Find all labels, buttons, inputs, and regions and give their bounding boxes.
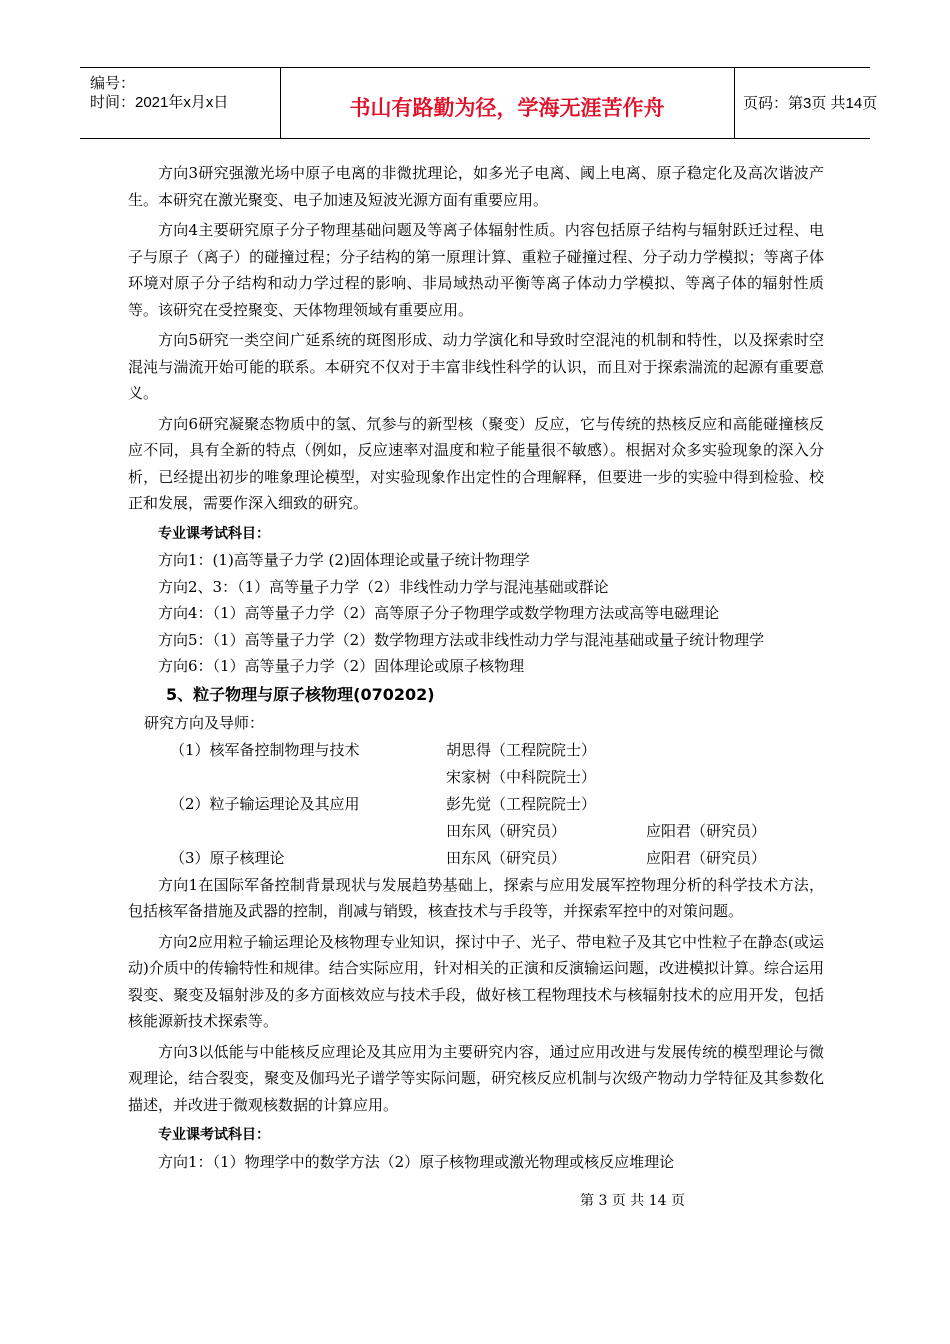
advisor-row — [128, 791, 824, 818]
paragraph: 方向3以低能与中能核反应理论及其应用为主要研究内容，通过应用改进与发展传统的模型理论与微观理论，结合裂变，聚变及伽玛光子谱学等实际问题，研究核反应机制与次级产物动力学特征及其参数化描述，并改进于微观核数据的计算应用。 — [128, 1042, 824, 1114]
page-number-label: 页码：第3页 共14页 — [743, 95, 878, 112]
exam-line: 方向4：（1）高等量子力学（2）高等原子分子物理学或数学物理方法或高等电磁理论 — [158, 604, 720, 622]
paragraph: 方向5研究一类空间广延系统的斑图形成、动力学演化和导致时空混沌的机制和特性，以及探索时空混沌与湍流开始可能的联系。本研究不仅对于丰富非线性科学的认识，而且对于探索湍流的起源有重要意义。 — [128, 331, 824, 402]
advisor-row — [128, 818, 824, 845]
page-header — [80, 67, 878, 139]
document-body — [128, 160, 824, 1175]
section-title: 5、粒子物理与原子核物理(070202) — [166, 684, 435, 704]
advisor-name: 应阳君（研究员） — [646, 821, 767, 840]
advisor-row — [128, 845, 824, 872]
advisor-name: 宋家树（中科院院士） — [446, 767, 597, 786]
paragraph: 方向2应用粒子输运理论及核物理专业知识，探讨中子、光子、带电粒子及其它中性粒子在静态(或运动)介质中的传输特性和规律。结合实际应用，针对相关的正演和反演输运问题，改进模拟计算。综合运用裂变、聚变及辐射涉及的多方面核效应与技术手段，做好核工程物理技术与核辐射技术的应用开发，包括核能源新技术探索等。 — [128, 932, 824, 1030]
exam-heading: 专业课考试科目： — [158, 1127, 270, 1143]
direction-name: （3）原子核理论 — [170, 848, 285, 867]
slogan: 书山有路勤为径，学海无涯苦作舟 — [349, 96, 665, 120]
exam-line: 方向1：（1）物理学中的数学方法（2）原子核物理或激光物理或核反应堆理论 — [158, 1152, 675, 1171]
advisor-row — [128, 737, 824, 764]
time-label: 时间：2021年x月x日 — [90, 94, 229, 111]
header-slogan-cell — [280, 68, 735, 138]
exam-line: 方向2、3：（1）高等量子力学（2）非线性动力学与混沌基础或群论 — [158, 577, 609, 596]
paragraph: 方向4主要研究原子分子物理基础问题及等离子体辐射性质。内容包括原子结构与辐射跃迁过程、电子与原子（离子）的碰撞过程；分子结构的第一原理计算、重粒子碰撞过程、分子动力学模拟；等离子体环境对原子分子结构和动力学过程的影响、非局域热动平衡等离子体动力学模拟、等离子体的辐射性质等。该研究在受控聚变、天体物理领域有重要应用。 — [128, 221, 824, 319]
direction-name: （1）核军备控制物理与技术 — [170, 740, 360, 759]
header-page-cell — [735, 68, 878, 138]
exam-line: 方向1：(1)高等量子力学 (2)固体理论或量子统计物理学 — [158, 551, 530, 569]
advisor-name: 田东风（研究员） — [446, 821, 567, 840]
advisor-name: 应阳君（研究员） — [646, 848, 767, 867]
direction-name: （2）粒子输运理论及其应用 — [170, 794, 360, 813]
section-subtitle: 研究方向及导师： — [144, 714, 265, 732]
page-footer: 第 3 页 共 14 页 — [580, 1193, 685, 1209]
paragraph: 方向6研究凝聚态物质中的氢、氘参与的新型核（聚变）反应，它与传统的热核反应和高能碰撞核反应不同，具有全新的特点（例如，反应速率对温度和粒子能量很不敏感）。根据对众多实验现象的深入分析，已经提出初步的唯象理论模型，对实验现象作出定性的合理解释，但要进一步的实验中得到检验、校正和发展，需要作深入细致的研究。 — [128, 414, 824, 512]
paragraph: 方向1在国际军备控制背景现状与发展趋势基础上，探索与应用发展军控物理分析的科学技术方法，包括核军备措施及武器的控制，削减与销毁，核查技术与手段等，并探索军控中的对策问题。 — [128, 875, 824, 920]
exam-line: 方向6：（1）高等量子力学（2）固体理论或原子核物理 — [158, 657, 525, 675]
advisor-name: 彭先觉（工程院院士） — [446, 794, 597, 813]
exam-line: 方向5：（1）高等量子力学（2）数学物理方法或非线性动力学与混沌基础或量子统计物理学 — [158, 630, 765, 649]
paragraph: 方向3研究强激光场中原子电离的非微扰理论，如多光子电离、阈上电离、原子稳定化及高次谐波产生。本研究在激光聚变、电子加速及短波光源方面有重要应用。 — [128, 164, 824, 209]
header-meta-cell — [80, 68, 281, 138]
exam-heading: 专业课考试科目： — [158, 525, 270, 542]
advisor-row — [128, 764, 824, 791]
advisor-name: 田东风（研究员） — [446, 848, 567, 867]
advisor-name: 胡思得（工程院院士） — [446, 740, 597, 759]
number-label: 编号： — [90, 75, 136, 92]
